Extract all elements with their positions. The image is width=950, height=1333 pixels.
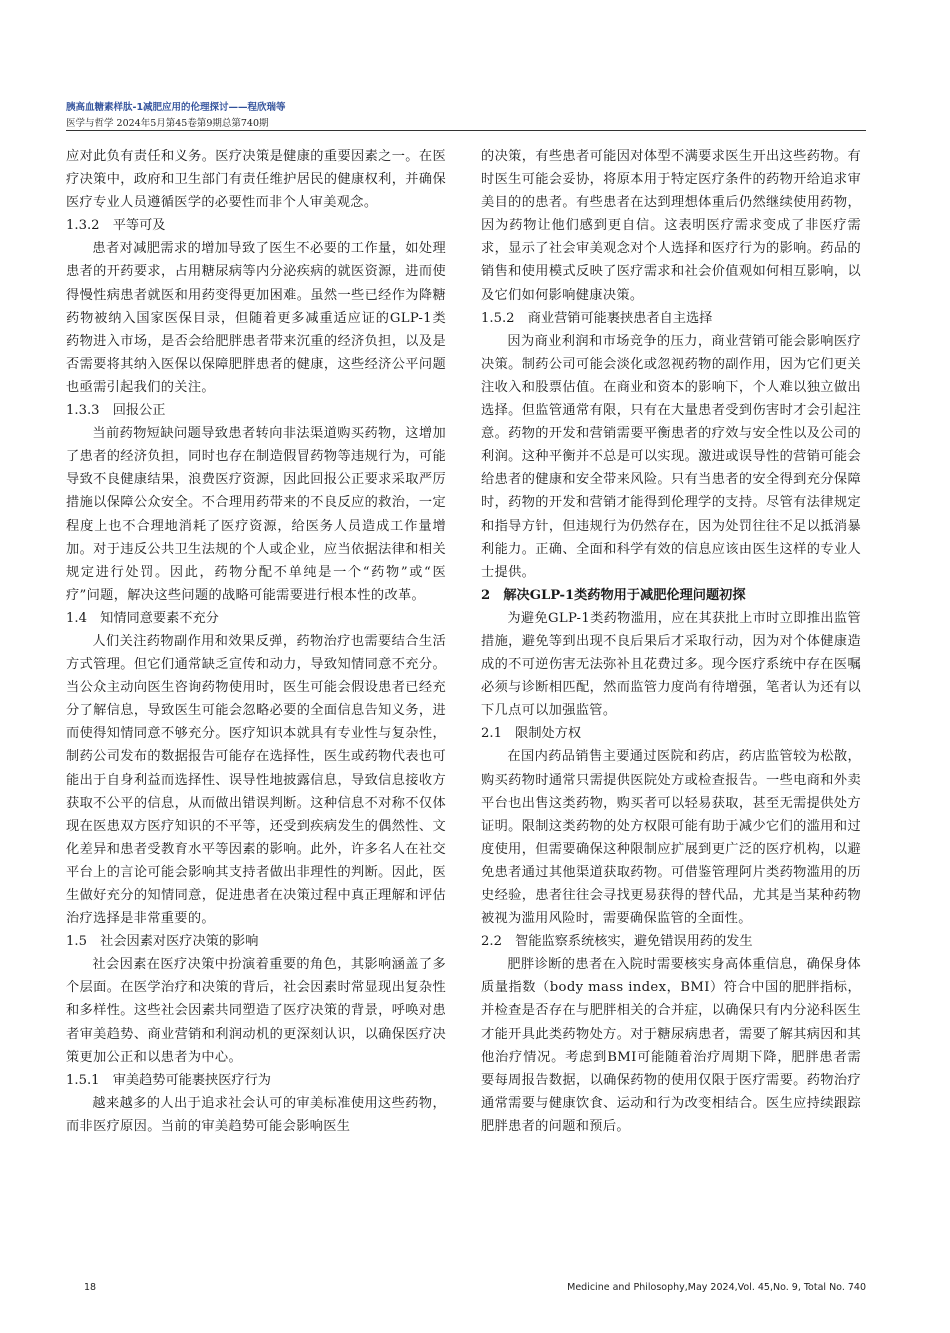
page-number: 18 — [84, 1282, 97, 1293]
paragraph: 为避免GLP-1类药物滥用，应在其获批上市时立即推出监管措施，避免等到出现不良后果后才采取行动，因为对个体健康造成的不可逆伤害无法弥补且花费过多。现今医疗系统中存在医嘱必须与诊断相匹配，然而监管力度尚有待增强，笔者认为还有以下几点可以加强监管。 — [481, 610, 861, 719]
paragraph: 肥胖诊断的患者在入院时需要核实身高体重信息，确保身体质量指数（body mass index，BMI）符合中国的肥胖指标，并检查是否存在与肥胖相关的合并症，以确保只有内分泌科医生才能开具此类药物处方。对于糖尿病患者，需要了解其病因和其他治疗情况。考虑到BMI可能随着治疗周期下降，肥胖患者需要每周报告数据，以确保药物的使用仅限于医疗需要。药物治疗通常需要与健康饮食、运动和行为改变相结合。医生应持续跟踪肥胖患者的问题和预后。 — [481, 957, 861, 1134]
heading-1-5: 1.5 社会因素对医疗决策的影响 — [66, 934, 259, 950]
heading-1-5-1: 1.5.1 审美趋势可能裹挟医疗行为 — [66, 1072, 271, 1088]
paragraph-continued: 应对此负有责任和义务。医疗决策是健康的重要因素之一。在医疗决策中，政府和卫生部门有责任维护居民的健康权利，并确保医疗专业人员遵循医学的必要性而非个人审美观念。 — [66, 149, 446, 211]
journal-issue: 医学与哲学 2024年5月第45卷第9期总第740期 — [66, 118, 269, 129]
paragraph-continued: 的决策，有些患者可能因对体型不满要求医生开出这些药物。有时医生可能会妥协，将原本用于特定医疗条件的药物开给追求审美目的的患者。有些患者在达到理想体重后仍然继续使用药物，因为药物让他们感到更自信。这表明医疗需求变成了非医疗需求，显示了社会审美观念对个人选择和医疗行为的影响。药品的销售和使用模式反映了医疗需求和社会价值观如何相互影响，以及它们如何影响健康决策。 — [481, 149, 861, 303]
heading-2: 2 解决GLP-1类药物用于减肥伦理问题初探 — [481, 587, 746, 603]
header-rule — [66, 130, 866, 131]
left-column — [66, 145, 446, 1255]
heading-2-1: 2.1 限制处方权 — [481, 726, 582, 742]
running-title: 胰高血糖素样肽-1减肥应用的伦理探讨——程欣瑞等 — [66, 102, 286, 113]
paragraph: 因为商业利润和市场竞争的压力，商业营销可能会影响医疗决策。制药公司可能会淡化或忽视药物的副作用，因为它们更关注收入和股票估值。在商业和资本的影响下，个人难以独立做出选择。但监管通常有限，只有在大量患者受到伤害时才会引起注意。药物的开发和营销需要平衡患者的疗效与安全性以及公司的利润。这种平衡并不总是可以实现。激进或误导性的营销可能会给患者的健康和安全带来风险。只有当患者的安全得到充分保障时，药物的开发和营销才能得到伦理学的支持。尽管有法律规定和指导方针，但违规行为仍然存在，因为处罚往往不足以抵消暴利能力。正确、全面和科学有效的信息应该由医生这样的专业人士提供。 — [481, 333, 861, 580]
paragraph: 在国内药品销售主要通过医院和药店，药店监管较为松散，购买药物时通常只需提供医院处方或检查报告。一些电商和外卖平台也出售这类药物，购买者可以轻易获取，甚至无需提供处方证明。限制这类药物的处方权限可能有助于减少它们的滥用和过度使用，但需要确保这种限制应扩展到更广泛的医疗机构，以避免患者通过其他渠道获取药物。可借鉴管理阿片类药物滥用的历史经验，患者往往会寻找更易获得的替代品，尤其是当某种药物被视为滥用风险时，需要确保监管的全面性。 — [481, 749, 861, 927]
paragraph: 越来越多的人出于追求社会认可的审美标准使用这些药物，而非医疗原因。当前的审美趋势可能会影响医生 — [66, 1095, 446, 1134]
heading-1-3-2: 1.3.2 平等可及 — [66, 218, 166, 234]
right-column — [481, 145, 861, 1255]
heading-1-3-3: 1.3.3 回报公正 — [66, 403, 166, 419]
footer-citation: Medicine and Philosophy,May 2024,Vol. 45,No. 9, Total No. 740 — [567, 1282, 866, 1293]
heading-1-4: 1.4 知情同意要素不充分 — [66, 610, 219, 626]
paragraph: 患者对减肥需求的增加导致了医生不必要的工作量，如处理患者的开药要求，占用糖尿病等内分泌疾病的就医资源，进而使得慢性病患者就医和用药变得更加困难。虽然一些已经作为降糖药物被纳入国家医保目录，但随着更多减重适应证的GLP-1类药物进入市场，是否会给肥胖患者带来沉重的经济负担，以及是否需要将其纳入医保以保障肥胖患者的健康，这些经济公平问题也亟需引起我们的关注。 — [66, 241, 446, 395]
paragraph: 社会因素在医疗决策中扮演着重要的角色，其影响涵盖了多个层面。在医学治疗和决策的背后，社会因素时常显现出复杂性和多样性。这些社会因素共同塑造了医疗决策的背景，呼唤对患者审美趋势、商业营销和利润动机的更深刻认识，以确保医疗决策更加公正和以患者为中心。 — [66, 957, 446, 1065]
heading-2-2: 2.2 智能监察系统核实，避免错误用药的发生 — [481, 934, 753, 950]
paragraph: 人们关注药物副作用和效果反弹，药物治疗也需要结合生活方式管理。但它们通常缺乏宣传和动力，导致知情同意不充分。当公众主动向医生咨询药物使用时，医生可能会假设患者已经充分了解信息，导致医生可能会忽略必要的全面信息告知义务，进而使得知情同意不够充分。医疗知识本就具有专业性与复杂性，制药公司发布的数据报告可能存在选择性，医生或药物代表也可能出于自身利益而选择性、误导性地披露信息，导致信息接收方获取不公平的信息，从而做出错误判断。这种信息不对称不仅体现在医患双方医疗知识的不平等，还受到疾病发生的偶然性、文化差异和患者受教育水平等因素的影响。此外，许多名人在社交平台上的言论可能会影响其支持者做出非理性的判断。因此，医生做好充分的知情同意，促进患者在决策过程中真正理解和评估治疗选择是非常重要的。 — [66, 633, 446, 927]
paragraph: 当前药物短缺问题导致患者转向非法渠道购买药物，这增加了患者的经济负担，同时也存在制造假冒药物等违规行为，可能导致不良健康结果，浪费医疗资源，因此回报公正要求采取严厉措施以保障公众安全。不合理用药带来的不良反应的救治，一定程度上也不合理地消耗了医疗资源，给医务人员造成工作量增加。对于违反公共卫生法规的个人或企业，应当依据法律和相关规定进行处罚。因此，药物分配不单纯是一个“药物”或“医疗”问题，解决这些问题的战略可能需要进行根本性的改革。 — [66, 426, 446, 603]
heading-1-5-2: 1.5.2 商业营销可能裹挟患者自主选择 — [481, 310, 713, 326]
